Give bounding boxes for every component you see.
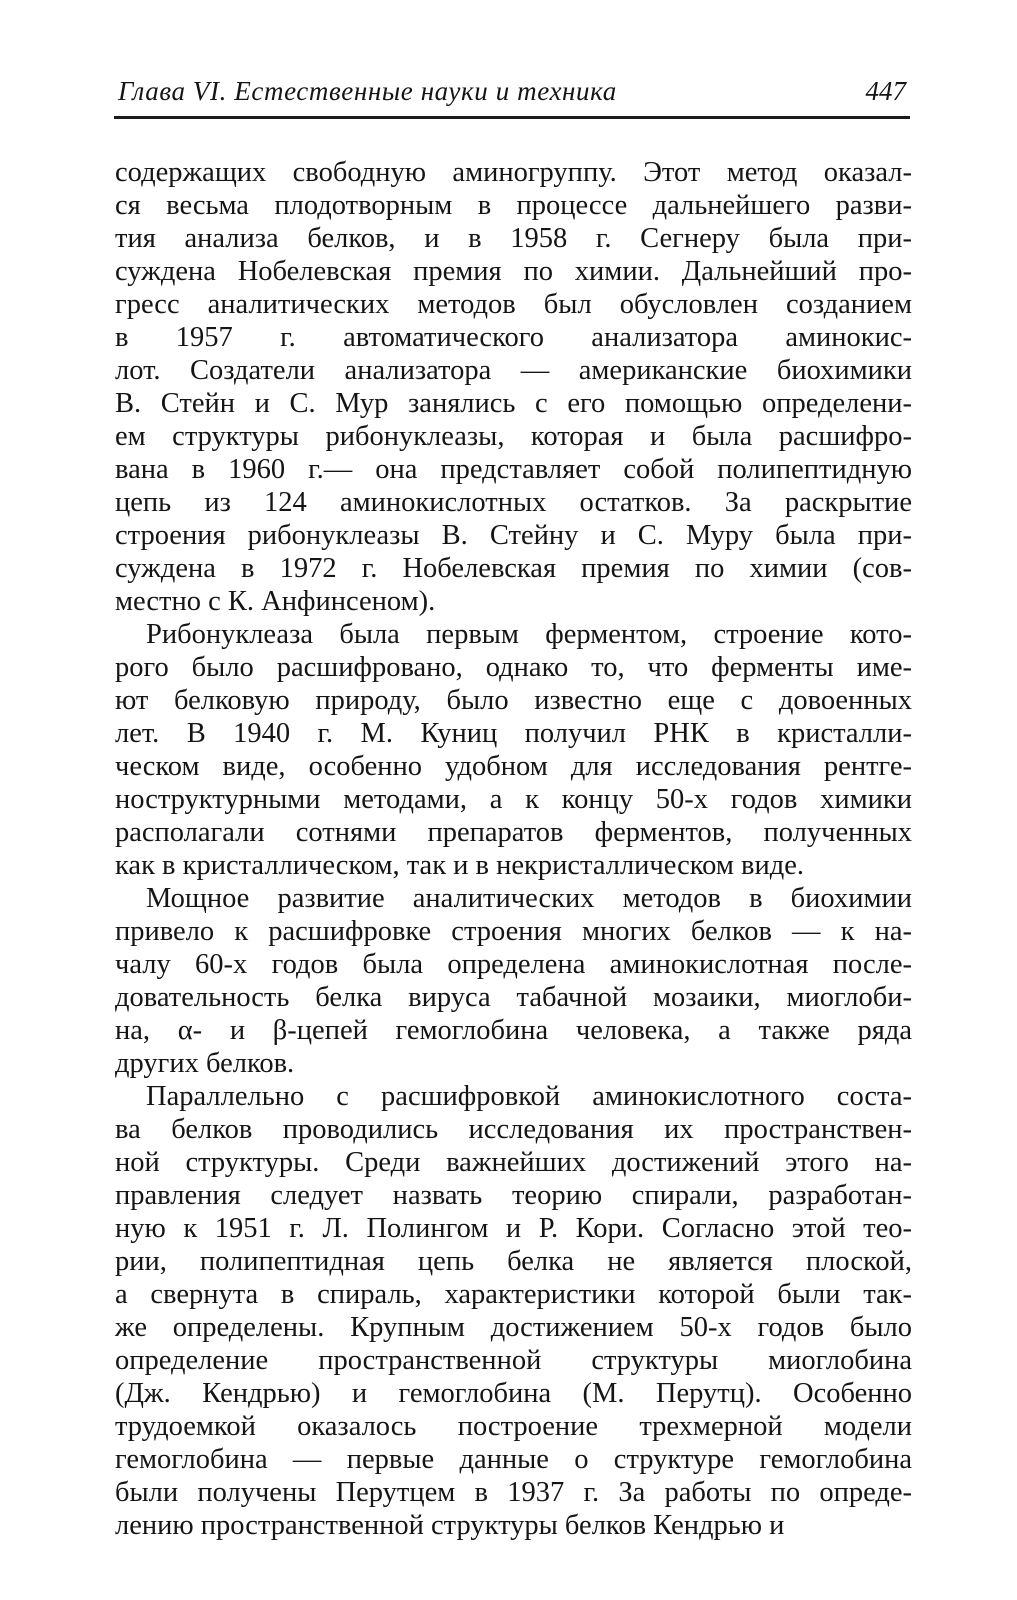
text-line: на, α- и β-цепей гемоглобина человека, а также ряда (115, 1015, 912, 1046)
text-line: содержащих свободную аминогруппу. Этот метод оказал- (115, 157, 912, 188)
page-number: 447 (865, 76, 906, 106)
paragraph (115, 618, 912, 882)
text-line: (Дж. Кендрью) и гемоглобина (М. Перутц). Особенно (115, 1378, 912, 1409)
text-line: определение пространственной структуры миоглобина (115, 1345, 912, 1376)
text-line: же определены. Крупным достижением 50-х годов было (115, 1312, 912, 1343)
text-line: гемоглобина — первые данные о структуре гемоглобина (115, 1444, 912, 1475)
text-line: рого было расшифровано, однако то, что ферменты име- (115, 652, 912, 683)
text-line: рии, полипептидная цепь белка не является плоской, (115, 1246, 912, 1277)
text-line: гресс аналитических методов был обусловлен созданием (115, 289, 912, 320)
body-text (115, 156, 912, 1542)
text-line: лению пространственной структуры белков Кендрью и (115, 1510, 785, 1541)
text-line: ва белков проводились исследования их пространствен- (115, 1114, 912, 1145)
text-line: ную к 1951 г. Л. Полингом и Р. Кори. Согласно этой тео- (115, 1213, 912, 1244)
text-line: лот. Создатели анализатора — американские биохимики (115, 355, 912, 386)
text-line: были получены Перутцем в 1937 г. За работы по опреде- (115, 1477, 912, 1508)
text-line: ся весьма плодотворным в процессе дальнейшего разви- (115, 190, 912, 221)
text-line: а свернута в спираль, характеристики которой были так- (115, 1279, 912, 1310)
text-line: Мощное развитие аналитических методов в биохимии (146, 883, 912, 914)
paragraph (115, 882, 912, 1080)
text-line: лет. В 1940 г. М. Куниц получил РНК в кристалли- (115, 718, 912, 749)
text-line: В. Стейн и С. Мур занялись с его помощью определени- (115, 388, 912, 419)
text-line: Рибонуклеаза была первым ферментом, строение кото- (146, 619, 912, 650)
text-line: тия анализа белков, и в 1958 г. Сегнеру была при- (115, 223, 912, 254)
text-line: ем структуры рибонуклеазы, которая и была расшифро- (115, 421, 912, 452)
text-line: местно с К. Анфинсеном). (115, 586, 436, 617)
running-header (114, 72, 910, 116)
text-line: цепь из 124 аминокислотных остатков. За раскрытие (115, 487, 912, 518)
paragraph (115, 156, 912, 618)
text-line: ноструктурными методами, а к концу 50-х годов химики (115, 784, 912, 815)
text-line: Параллельно с расшифровкой аминокислотного соста- (146, 1081, 912, 1112)
text-line: суждена в 1972 г. Нобелевская премия по химии (сов- (115, 553, 912, 584)
text-line: ческом виде, особенно удобном для исследования рентге- (115, 751, 912, 782)
text-line: чалу 60-х годов была определена аминокислотная после- (115, 949, 912, 980)
text-line: ют белковую природу, было известно еще с довоенных (115, 685, 912, 716)
text-line: привело к расшифровке строения многих белков — к на- (115, 916, 912, 947)
chapter-title: Глава VI. Естественные науки и техника (118, 76, 617, 106)
text-line: правления следует назвать теорию спирали, разработан- (115, 1180, 912, 1211)
text-line: других белков. (115, 1048, 295, 1079)
text-line: располагали сотнями препаратов ферментов, полученных (115, 817, 912, 848)
text-line: трудоемкой оказалось построение трехмерной модели (115, 1411, 912, 1442)
text-line: довательность белка вируса табачной мозаики, миоглоби- (115, 982, 912, 1013)
text-line: вана в 1960 г.— она представляет собой полипептидную (115, 454, 912, 485)
text-line: строения рибонуклеазы В. Стейну и С. Муру была при- (115, 520, 912, 551)
paragraph (115, 1080, 912, 1542)
text-line: в 1957 г. автоматического анализатора аминокис- (115, 322, 912, 353)
header-rule (114, 116, 910, 119)
text-line: суждена Нобелевская премия по химии. Дальнейший про- (115, 256, 912, 287)
text-line: как в кристаллическом, так и в некристаллическом виде. (115, 850, 805, 881)
text-line: ной структуры. Среди важнейших достижений этого на- (115, 1147, 912, 1178)
